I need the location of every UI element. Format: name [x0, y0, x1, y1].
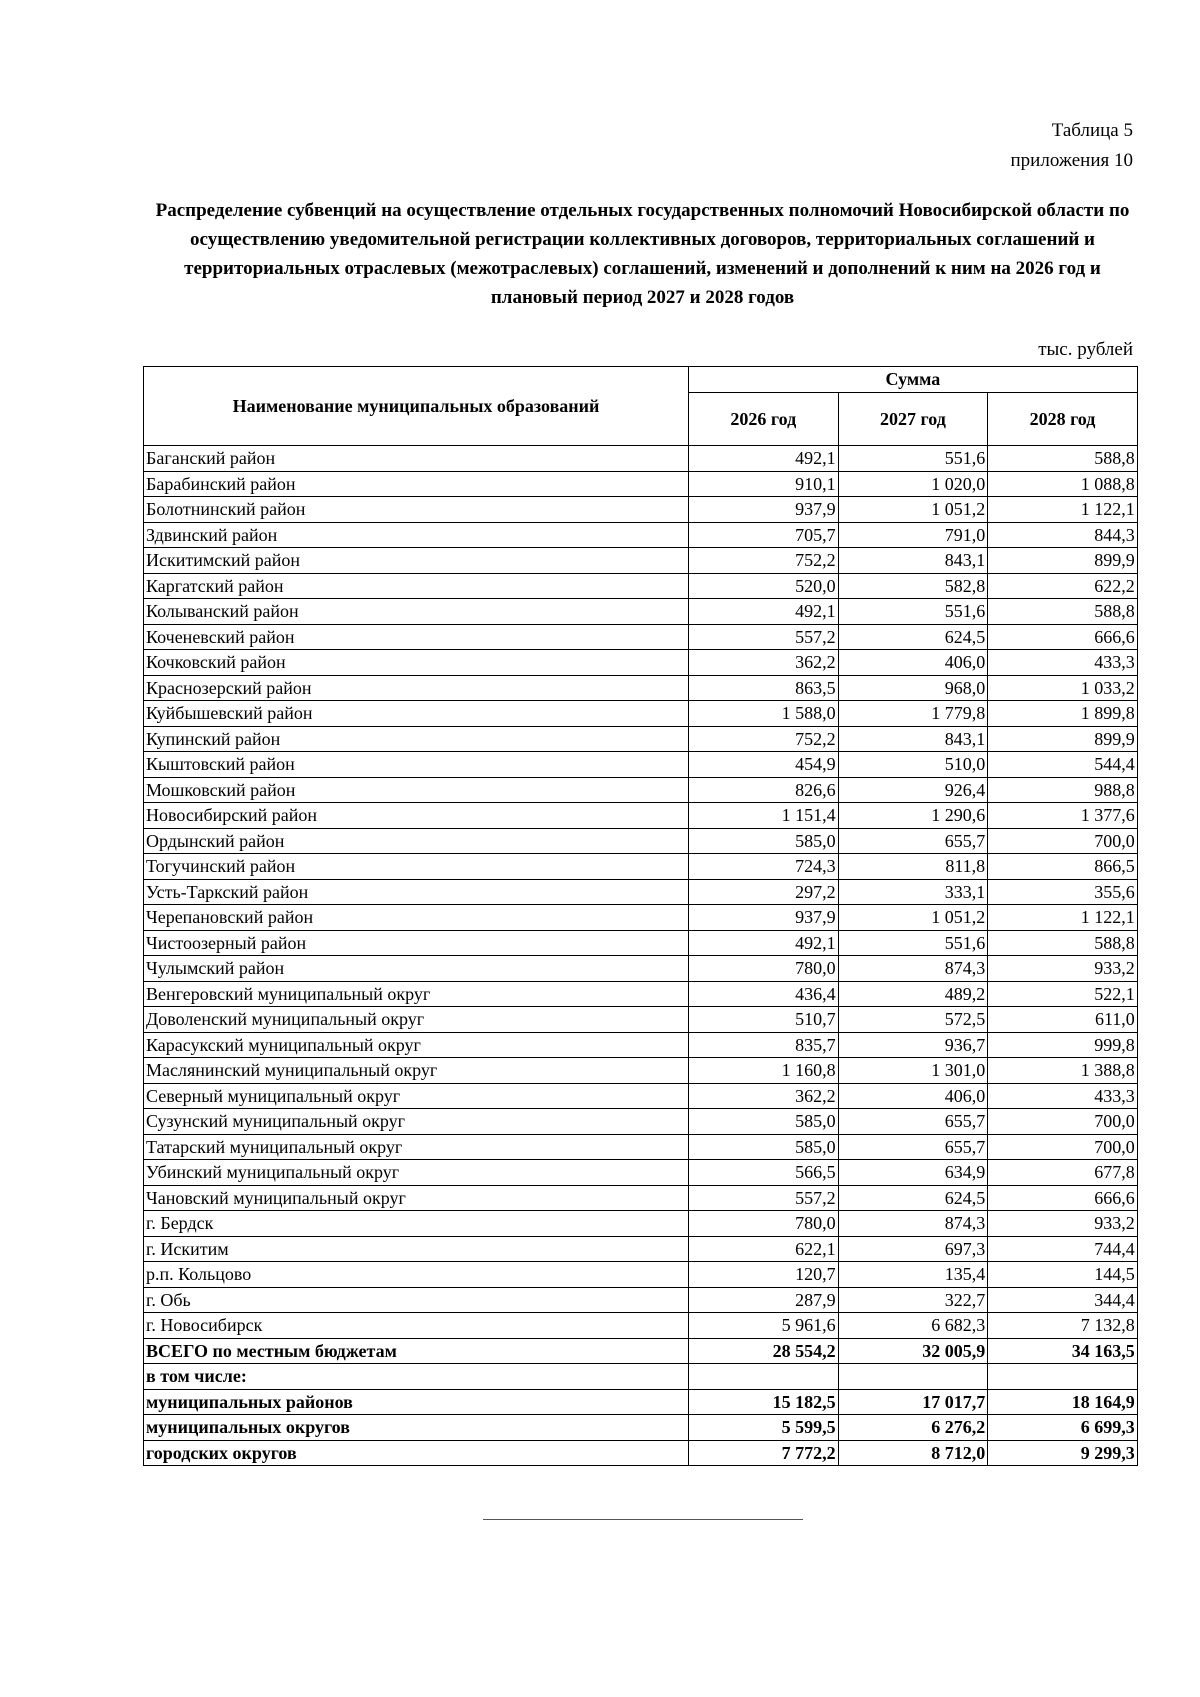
value-2026: 492,1 — [689, 446, 839, 472]
value-2028: 899,9 — [988, 548, 1138, 574]
value-2028: 933,2 — [988, 1211, 1138, 1237]
value-2027: 968,0 — [838, 675, 988, 701]
value-2027: 843,1 — [838, 726, 988, 752]
value-2027: 135,4 — [838, 1262, 988, 1288]
table-row — [144, 1236, 1138, 1262]
table-row — [144, 1083, 1138, 1109]
value-2026: 585,0 — [689, 828, 839, 854]
table-row — [144, 930, 1138, 956]
value-2026: 752,2 — [689, 548, 839, 574]
table-row — [144, 701, 1138, 727]
value-2026: 436,4 — [689, 981, 839, 1007]
value-2028: 933,2 — [988, 956, 1138, 982]
header-row — [144, 367, 1138, 393]
municipality-name: Мошковский район — [144, 777, 689, 803]
municipality-name: Искитимский район — [144, 548, 689, 574]
value-2028: 1 088,8 — [988, 471, 1138, 497]
value-2026: 585,0 — [689, 1109, 839, 1135]
value-2027: 936,7 — [838, 1032, 988, 1058]
value-2027: 1 051,2 — [838, 905, 988, 931]
column-header-2028: 2028 год — [988, 393, 1138, 446]
value-2026: 863,5 — [689, 675, 839, 701]
value-2026: 752,2 — [689, 726, 839, 752]
value-2027: 572,5 — [838, 1007, 988, 1033]
value-2028: 744,4 — [988, 1236, 1138, 1262]
subvention-table — [143, 366, 1138, 1466]
table-row — [144, 1338, 1138, 1364]
municipality-name: Венгеровский муниципальный округ — [144, 981, 689, 1007]
value-2026: 937,9 — [689, 905, 839, 931]
table-row — [144, 956, 1138, 982]
municipality-name: в том числе: — [144, 1364, 689, 1390]
value-2027: 811,8 — [838, 854, 988, 880]
table-row — [144, 803, 1138, 829]
municipality-name: Болотнинский район — [144, 497, 689, 523]
value-2028: 1 122,1 — [988, 905, 1138, 931]
value-2028: 666,6 — [988, 1185, 1138, 1211]
value-2028: 611,0 — [988, 1007, 1138, 1033]
municipality-name: г. Обь — [144, 1287, 689, 1313]
municipality-name: Купинский район — [144, 726, 689, 752]
value-2026: 780,0 — [689, 956, 839, 982]
municipality-name: Маслянинский муниципальный округ — [144, 1058, 689, 1084]
table-reference — [1011, 116, 1133, 176]
value-2028: 844,3 — [988, 522, 1138, 548]
value-2027: 406,0 — [838, 1083, 988, 1109]
value-2026: 5 599,5 — [689, 1415, 839, 1441]
municipality-name: г. Новосибирск — [144, 1313, 689, 1339]
value-2028: 588,8 — [988, 930, 1138, 956]
value-2027: 1 020,0 — [838, 471, 988, 497]
column-header-2027: 2027 год — [838, 393, 988, 446]
value-2028: 522,1 — [988, 981, 1138, 1007]
table-row — [144, 548, 1138, 574]
value-2027: 551,6 — [838, 599, 988, 625]
value-2027: 624,5 — [838, 1185, 988, 1211]
value-2028: 700,0 — [988, 828, 1138, 854]
value-2027: 582,8 — [838, 573, 988, 599]
table-row — [144, 599, 1138, 625]
value-2028: 700,0 — [988, 1134, 1138, 1160]
value-2027: 6 276,2 — [838, 1415, 988, 1441]
municipality-name: Кочковский район — [144, 650, 689, 676]
value-2027: 843,1 — [838, 548, 988, 574]
value-2026: 705,7 — [689, 522, 839, 548]
value-2026: 910,1 — [689, 471, 839, 497]
value-2027: 17 017,7 — [838, 1389, 988, 1415]
value-2026: 492,1 — [689, 599, 839, 625]
municipality-name: г. Искитим — [144, 1236, 689, 1262]
table-row — [144, 624, 1138, 650]
value-2028: 1 033,2 — [988, 675, 1138, 701]
table-row — [144, 1007, 1138, 1033]
value-2027: 8 712,0 — [838, 1440, 988, 1466]
municipality-name: Чановский муниципальный округ — [144, 1185, 689, 1211]
table-row — [144, 1364, 1138, 1390]
value-2028: 700,0 — [988, 1109, 1138, 1135]
value-2028: 1 377,6 — [988, 803, 1138, 829]
value-2026: 362,2 — [689, 1083, 839, 1109]
municipality-name: Барабинский район — [144, 471, 689, 497]
value-2027: 1 051,2 — [838, 497, 988, 523]
value-2028 — [988, 1364, 1138, 1390]
table-row — [144, 1262, 1138, 1288]
value-2027: 624,5 — [838, 624, 988, 650]
column-header-sum: Сумма — [689, 367, 1138, 393]
municipality-name: Усть-Таркский район — [144, 879, 689, 905]
table-row — [144, 1032, 1138, 1058]
value-2028: 1 388,8 — [988, 1058, 1138, 1084]
value-2028: 18 164,9 — [988, 1389, 1138, 1415]
value-2027: 551,6 — [838, 446, 988, 472]
table-row — [144, 1160, 1138, 1186]
value-2027: 1 290,6 — [838, 803, 988, 829]
value-2027: 655,7 — [838, 1134, 988, 1160]
value-2027: 874,3 — [838, 956, 988, 982]
table-row — [144, 752, 1138, 778]
value-2026: 120,7 — [689, 1262, 839, 1288]
table-row — [144, 675, 1138, 701]
municipality-name: Убинский муниципальный округ — [144, 1160, 689, 1186]
municipality-name: г. Бердск — [144, 1211, 689, 1237]
municipality-name: Кыштовский район — [144, 752, 689, 778]
municipality-name: Каргатский район — [144, 573, 689, 599]
value-2026: 566,5 — [689, 1160, 839, 1186]
value-2026: 15 182,5 — [689, 1389, 839, 1415]
value-2028: 588,8 — [988, 599, 1138, 625]
value-2028: 666,6 — [988, 624, 1138, 650]
table-row — [144, 497, 1138, 523]
table-row — [144, 1287, 1138, 1313]
table-row — [144, 854, 1138, 880]
municipality-name: Северный муниципальный округ — [144, 1083, 689, 1109]
table-row — [144, 1058, 1138, 1084]
value-2026: 362,2 — [689, 650, 839, 676]
value-2028: 144,5 — [988, 1262, 1138, 1288]
value-2026: 7 772,2 — [689, 1440, 839, 1466]
municipality-name: городских округов — [144, 1440, 689, 1466]
table-body — [144, 446, 1138, 1466]
appendix-number: приложения 10 — [1010, 150, 1133, 171]
value-2028: 344,4 — [988, 1287, 1138, 1313]
value-2027: 655,7 — [838, 828, 988, 854]
value-2027 — [838, 1364, 988, 1390]
value-2028: 999,8 — [988, 1032, 1138, 1058]
table-row — [144, 828, 1138, 854]
table-row — [144, 471, 1138, 497]
value-2026: 937,9 — [689, 497, 839, 523]
value-2028: 588,8 — [988, 446, 1138, 472]
table-row — [144, 1313, 1138, 1339]
table-row — [144, 573, 1138, 599]
table-row — [144, 879, 1138, 905]
value-2026: 510,7 — [689, 1007, 839, 1033]
value-2028: 1 122,1 — [988, 497, 1138, 523]
value-2028: 433,3 — [988, 650, 1138, 676]
table-row — [144, 650, 1138, 676]
table-row — [144, 1109, 1138, 1135]
municipality-name: Куйбышевский район — [144, 701, 689, 727]
value-2028: 899,9 — [988, 726, 1138, 752]
value-2026: 28 554,2 — [689, 1338, 839, 1364]
municipality-name: Черепановский район — [144, 905, 689, 931]
value-2028: 355,6 — [988, 879, 1138, 905]
municipality-name: Баганский район — [144, 446, 689, 472]
municipality-name: Тогучинский район — [144, 854, 689, 880]
value-2027: 1 301,0 — [838, 1058, 988, 1084]
column-header-2026: 2026 год — [689, 393, 839, 446]
municipality-name: Татарский муниципальный округ — [144, 1134, 689, 1160]
value-2027: 406,0 — [838, 650, 988, 676]
units-label: тыс. рублей — [1038, 339, 1133, 360]
value-2026: 520,0 — [689, 573, 839, 599]
value-2028: 6 699,3 — [988, 1415, 1138, 1441]
value-2026: 780,0 — [689, 1211, 839, 1237]
municipality-name: Доволенский муниципальный округ — [144, 1007, 689, 1033]
value-2026: 287,9 — [689, 1287, 839, 1313]
value-2026: 1 160,8 — [689, 1058, 839, 1084]
municipality-name: Карасукский муниципальный округ — [144, 1032, 689, 1058]
value-2028: 433,3 — [988, 1083, 1138, 1109]
municipality-name: Коченевский район — [144, 624, 689, 650]
table-row — [144, 1185, 1138, 1211]
value-2027: 791,0 — [838, 522, 988, 548]
value-2026: 826,6 — [689, 777, 839, 803]
value-2027: 874,3 — [838, 1211, 988, 1237]
municipality-name: р.п. Кольцово — [144, 1262, 689, 1288]
table-row — [144, 1134, 1138, 1160]
value-2027: 551,6 — [838, 930, 988, 956]
table-row — [144, 777, 1138, 803]
value-2026: 622,1 — [689, 1236, 839, 1262]
municipality-name: Чулымский район — [144, 956, 689, 982]
table-row — [144, 1440, 1138, 1466]
value-2026: 724,3 — [689, 854, 839, 880]
value-2027: 655,7 — [838, 1109, 988, 1135]
value-2028: 7 132,8 — [988, 1313, 1138, 1339]
value-2027: 634,9 — [838, 1160, 988, 1186]
value-2026 — [689, 1364, 839, 1390]
value-2028: 988,8 — [988, 777, 1138, 803]
value-2026: 297,2 — [689, 879, 839, 905]
table-row — [144, 446, 1138, 472]
footer-divider — [483, 1519, 803, 1520]
municipality-name: муниципальных округов — [144, 1415, 689, 1441]
value-2027: 1 779,8 — [838, 701, 988, 727]
municipality-name: Новосибирский район — [144, 803, 689, 829]
value-2027: 322,7 — [838, 1287, 988, 1313]
municipality-name: Краснозерский район — [144, 675, 689, 701]
municipality-name: Здвинский район — [144, 522, 689, 548]
value-2028: 1 899,8 — [988, 701, 1138, 727]
value-2027: 6 682,3 — [838, 1313, 988, 1339]
value-2026: 5 961,6 — [689, 1313, 839, 1339]
table-row — [144, 1415, 1138, 1441]
value-2026: 1 588,0 — [689, 701, 839, 727]
value-2026: 1 151,4 — [689, 803, 839, 829]
municipality-name: Ордынский район — [144, 828, 689, 854]
table-number: Таблица 5 — [1051, 120, 1133, 141]
table-row — [144, 1211, 1138, 1237]
value-2027: 333,1 — [838, 879, 988, 905]
value-2027: 32 005,9 — [838, 1338, 988, 1364]
value-2026: 835,7 — [689, 1032, 839, 1058]
value-2028: 622,2 — [988, 573, 1138, 599]
document-title: Распределение субвенций на осуществление отдельных государственных полномочий Новосибирской области по осуществлению уведомительной регистрации коллективных договоров, территориальных соглашений и территориальных отраслевых (межотраслевых) соглашений, изменений и дополнений к ним на 2026 год и плановый период 2027 и 2028 годов — [155, 200, 1130, 308]
table-row — [144, 905, 1138, 931]
value-2028: 544,4 — [988, 752, 1138, 778]
value-2027: 697,3 — [838, 1236, 988, 1262]
value-2026: 557,2 — [689, 1185, 839, 1211]
municipality-name: Сузунский муниципальный округ — [144, 1109, 689, 1135]
column-header-name: Наименование муниципальных образований — [144, 367, 689, 446]
table-row — [144, 981, 1138, 1007]
value-2027: 489,2 — [838, 981, 988, 1007]
value-2028: 677,8 — [988, 1160, 1138, 1186]
value-2028: 866,5 — [988, 854, 1138, 880]
municipality-name: муниципальных районов — [144, 1389, 689, 1415]
table-row — [144, 726, 1138, 752]
table-row — [144, 522, 1138, 548]
value-2027: 510,0 — [838, 752, 988, 778]
value-2026: 557,2 — [689, 624, 839, 650]
value-2027: 926,4 — [838, 777, 988, 803]
value-2028: 34 163,5 — [988, 1338, 1138, 1364]
municipality-name: ВСЕГО по местным бюджетам — [144, 1338, 689, 1364]
value-2026: 454,9 — [689, 752, 839, 778]
municipality-name: Колыванский район — [144, 599, 689, 625]
municipality-name: Чистоозерный район — [144, 930, 689, 956]
value-2026: 585,0 — [689, 1134, 839, 1160]
value-2026: 492,1 — [689, 930, 839, 956]
value-2028: 9 299,3 — [988, 1440, 1138, 1466]
table-row — [144, 1389, 1138, 1415]
